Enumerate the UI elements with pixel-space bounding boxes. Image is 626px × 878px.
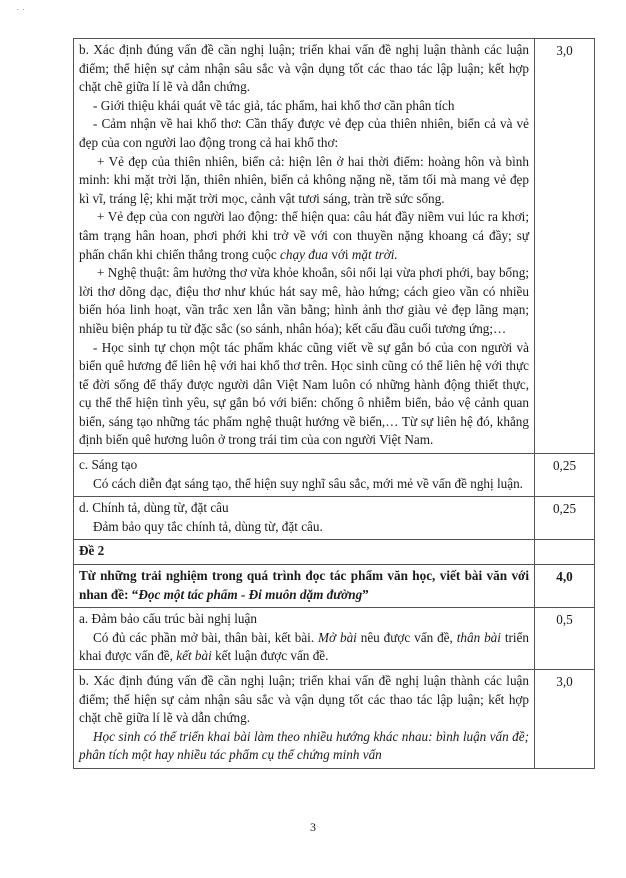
- score-cell: 0,5: [535, 608, 595, 670]
- point-nature: + Vẻ đẹp của thiên nhiên, biển cả: hiện lên ở hai thời điểm: hoàng hôn và bình minh: khi mặt trời lặn, thiên nhiên, biển cả không nặng nề, tăm tối mà mang vẻ đẹp kì vĩ, tráng lệ; khi mặt trời mọc, cảnh vật tươi sáng, tràn trề sức sống.: [79, 153, 529, 206]
- grading-table-container: [73, 38, 595, 769]
- criteria-guidance: Học sinh có thể triển khai bài làm theo nhiều hướng khác nhau: bình luận vấn đề; phân tích một hay nhiều tác phẩm cụ thể chứng minh vấn: [79, 728, 529, 763]
- section-label: Đề 2: [74, 540, 535, 565]
- criteria-intro: b. Xác định đúng vấn đề cần nghị luận; triển khai vấn đề nghị luận thành các luận điểm; thể hiện sự cảm nhận sâu sắc và vận dụng tốt các thao tác lập luận; kết hợp chặt chẽ giữa lí lẽ và dẫn chứng.: [79, 42, 529, 95]
- scan-mark: ˙ ˙: [16, 8, 26, 19]
- content-cell: [74, 497, 535, 540]
- point-art: + Nghệ thuật: âm hưởng thơ vừa khỏe khoắn, sôi nổi lại vừa phơi phới, bay bổng; lời thơ dõng dạc, điệu thơ như khúc hát say mê, hào hứng; cách gieo vần có nhiều biến hóa linh hoạt, vần trắc xen lẫn vần bằng; hình ảnh thơ giàu vẻ đẹp lãng mạn; nhiều biện pháp tu từ đặc sắc (so sánh, nhân hóa); kết cấu đầu cuối tương ứng;…: [79, 265, 529, 336]
- prompt-cell: Từ những trải nghiệm trong quá trình đọc tác phẩm văn học, viết bài văn với nhan đề: “Đọc một tác phẩm - Đi muôn dặm đường”: [74, 565, 535, 608]
- criteria-text: Đảm bảo quy tắc chính tả, dùng từ, đặt câu.: [93, 518, 323, 534]
- row-b-criteria-de2: [74, 670, 595, 769]
- score-cell: 0,25: [535, 497, 595, 540]
- point-intro: - Giới thiệu khái quát về tác giả, tác phẩm, hai khổ thơ cần phân tích: [93, 97, 455, 113]
- row-de2-prompt: [74, 565, 595, 608]
- point-relate: - Học sinh tự chọn một tác phẩm khác cũng viết về sự gắn bó của con người và biển quê hương để liên hệ với hai khổ thơ trên. Học sinh cũng có thể liên hệ với thực tế đời sống để thấy được người dân Việt Nam luôn có những hành động thiết thực, cụ thể thể hiện tình yêu, sự gắn bó với biển: chống ô nhiễm biển, bảo vệ cảnh quan biển, sáng tạo những tác phẩm nghệ thuật hướng về biển,… Từ sự liên hệ đó, khẳng định biển quê hương luôn ở trong trái tim của con người Việt Nam.: [79, 339, 529, 448]
- row-d-spelling: [74, 497, 595, 540]
- score-cell-empty: [535, 540, 595, 565]
- criteria-text: Có đủ các phần mở bài, thân bài, kết bài. Mở bài nêu được vấn đề, thân bài triển khai được vấn đề, kết bài kết luận được vấn đề.: [79, 629, 530, 664]
- point-feel: - Cảm nhận về hai khổ thơ: Cần thấy được vẻ đẹp của thiên nhiên, biển cả và vẻ đẹp của con người lao động trong cả hai khổ thơ:: [79, 116, 529, 150]
- content-cell: [74, 454, 535, 497]
- page-number: 3: [310, 820, 316, 834]
- row-de2-label: [74, 540, 595, 565]
- score-cell: 3,0: [535, 39, 595, 454]
- content-cell: [74, 39, 535, 454]
- criteria-title: c. Sáng tạo: [79, 457, 138, 473]
- row-c-creativity: [74, 454, 595, 497]
- content-cell: [74, 670, 535, 769]
- score-cell: 0,25: [535, 454, 595, 497]
- row-b-criteria-de1: [74, 39, 595, 454]
- content-cell: [74, 608, 535, 670]
- row-a-structure: [74, 608, 595, 670]
- score-cell: 3,0: [535, 670, 595, 769]
- point-people: + Vẻ đẹp của con người lao động: thể hiện qua: câu hát đầy niềm vui lúc ra khơi; tâm trạng hân hoan, phơi phới khi trở về với con thuyền nặng khoang cá đầy; sự phấn chấn khi chiến thắng trong cuộc chạy đua với mặt trời.: [79, 209, 529, 262]
- criteria-intro: b. Xác định đúng vấn đề cần nghị luận; triển khai vấn đề nghị luận thành các luận điểm; thể hiện sự cảm nhận sâu sắc và vận dụng tốt các thao tác lập luận; kết hợp chặt chẽ giữa lí lẽ và dẫn chứng.: [79, 673, 529, 726]
- criteria-title: d. Chính tả, dùng từ, đặt câu: [79, 500, 229, 516]
- criteria-text: Có cách diễn đạt sáng tạo, thể hiện suy nghĩ sâu sắc, mới mẻ về vấn đề nghị luận.: [93, 475, 523, 491]
- score-cell: 4,0: [535, 565, 595, 608]
- criteria-title: a. Đảm bảo cấu trúc bài nghị luận: [79, 611, 257, 627]
- grading-table: [73, 38, 595, 769]
